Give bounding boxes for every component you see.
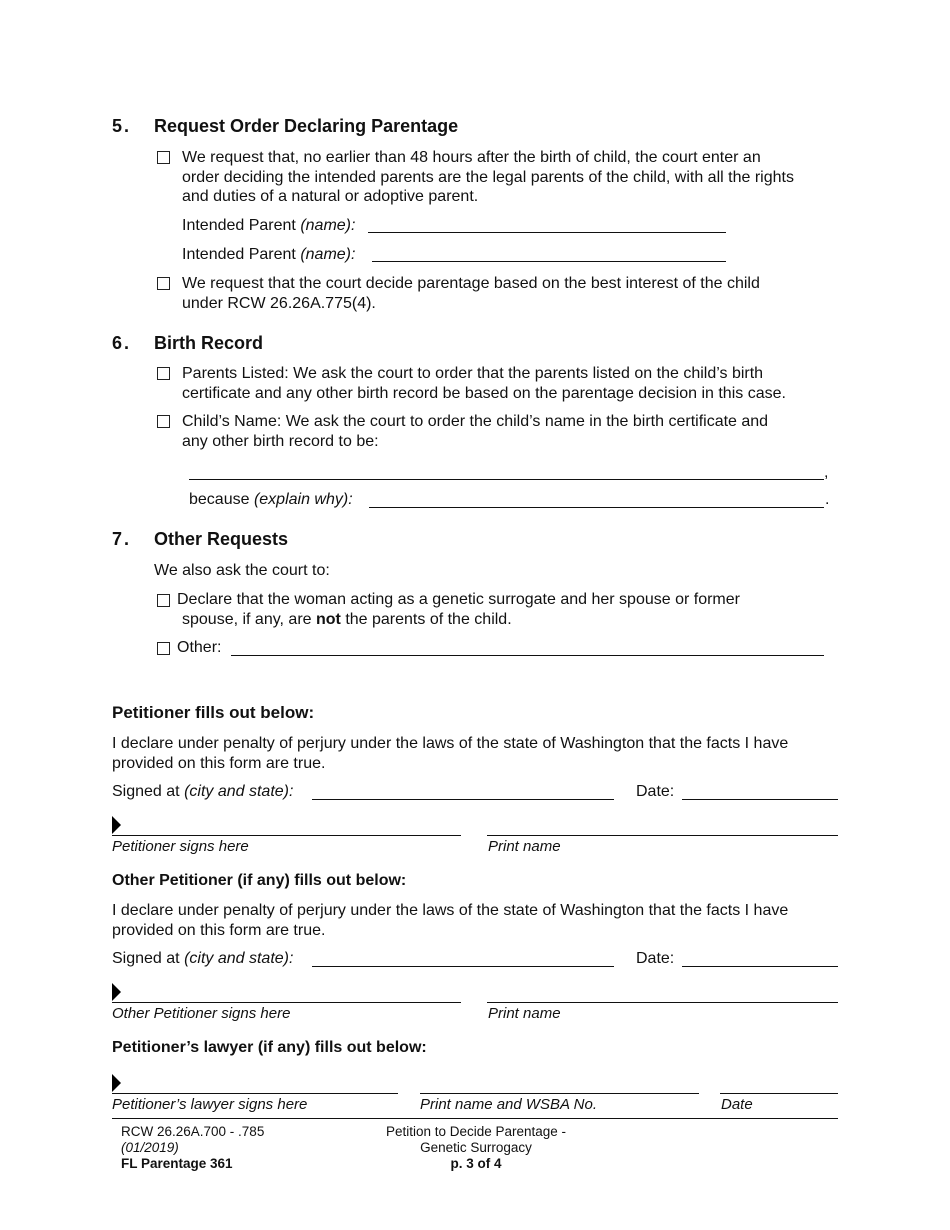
label-italic: (name): [300,217,356,234]
checkbox-request-order[interactable] [157,151,170,164]
declare-surrogate-text [177,590,857,629]
label-italic: (city and state): [184,783,294,800]
other-petitioner-city-state-field[interactable] [312,966,614,967]
text-line: certificate and any other birth record be based on the parentage decision in this case. [182,384,786,402]
other-label: Other: [177,639,222,656]
section-7-title: Other Requests [154,529,289,549]
footer-title-line: Genetic Surrogacy [420,1140,532,1155]
best-interest-text [182,274,862,313]
label-italic: (name): [300,246,356,263]
checkbox-other[interactable] [157,642,170,655]
other-petitioner-declaration [112,901,852,940]
footer-title-line: Petition to Decide Parentage - [385,1124,567,1139]
label-text: Intended Parent [182,246,301,263]
label-text: Signed at [112,783,185,800]
footer-page-number: p. 3 of 4 [450,1156,502,1171]
text-bold: not [316,610,341,628]
footer-divider [112,1118,838,1119]
footer-form-id: FL Parentage 361 [121,1156,233,1171]
intended-parent-1-field[interactable] [368,232,726,233]
petitioner-heading: Petitioner fills out below: [112,703,315,722]
section-6-title: Birth Record [154,333,264,353]
other-petitioner-signature-field[interactable] [112,1002,461,1003]
text-part: the parents of the child. [340,610,512,628]
label-text: Signed at [112,950,185,967]
lawyer-date-field[interactable] [720,1093,838,1094]
sign-arrow-icon [112,983,121,1001]
section-6-number: 6. [112,333,132,353]
comma: , [824,464,829,481]
petitioner-print-name-field[interactable] [487,835,838,836]
lawyer-heading: Petitioner’s lawyer (if any) fills out below: [112,1039,427,1056]
petitioner-city-state-field[interactable] [312,799,614,800]
text-line: provided on this form are true. [112,754,326,772]
text-line: I declare under penalty of perjury under the laws of the state of Washington that the facts I have [112,902,789,919]
text-line: Declare that the woman acting as a genetic surrogate and her spouse or former [177,591,740,608]
text-line [177,610,857,630]
label-text: Intended Parent [182,217,301,234]
section-5-title: Request Order Declaring Parentage [154,116,459,136]
lawyer-sign-caption: Petitioner’s lawyer signs here [112,1096,308,1113]
period: . [825,491,830,508]
section-5-number: 5. [112,116,132,136]
lawyer-signature-field[interactable] [112,1093,398,1094]
other-petitioner-date-field[interactable] [682,966,838,967]
petitioner-print-caption: Print name [488,838,561,855]
text-line: under RCW 26.26A.775(4). [182,294,376,312]
text-line: We request that the court decide parentage based on the best interest of the child [182,275,760,292]
petitioner-signed-at-label [112,782,293,802]
checkbox-best-interest[interactable] [157,277,170,290]
footer-rcw: RCW 26.26A.700 - .785 [121,1124,265,1139]
text-line: Child’s Name: We ask the court to order the child’s name in the birth certificate and [182,413,769,430]
lawyer-print-caption: Print name and WSBA No. [420,1096,598,1113]
because-label [189,490,353,510]
footer-version: (01/2019) [121,1140,179,1155]
intended-parent-2-label [182,245,355,265]
lawyer-print-name-field[interactable] [420,1093,699,1094]
other-petitioner-heading: Other Petitioner (if any) fills out below: [112,872,407,889]
other-petitioner-print-caption: Print name [488,1005,561,1022]
footer-center [356,1124,596,1172]
sign-arrow-icon [112,816,121,834]
text-line: Parents Listed: We ask the court to order that the parents listed on the child’s birth [182,365,764,382]
text-line: We request that, no earlier than 48 hours after the birth of child, the court enter an [182,149,761,166]
checkbox-parents-listed[interactable] [157,367,170,380]
childs-name-text [182,412,862,451]
petitioner-declaration [112,734,852,773]
childs-name-field[interactable] [189,479,824,480]
checkbox-declare-surrogate[interactable] [157,594,170,607]
text-line: and duties of a natural or adoptive parent. [182,188,479,205]
other-requests-intro: We also ask the court to: [154,562,330,579]
checkbox-childs-name[interactable] [157,415,170,428]
because-field[interactable] [369,507,824,508]
footer-left [121,1124,264,1172]
other-petitioner-sign-caption: Other Petitioner signs here [112,1005,291,1022]
text-part: spouse, if any, are [182,610,316,628]
label-italic: (city and state): [184,950,294,967]
sign-arrow-icon [112,1074,121,1092]
text-line: any other birth record to be: [182,432,379,450]
parents-listed-text [182,364,862,403]
text-line: provided on this form are true. [112,921,326,939]
section-7-number: 7. [112,529,132,549]
text-line: order deciding the intended parents are the legal parents of the child, with all the rights [182,168,794,186]
label-text: because [189,491,254,508]
request-order-text [182,148,862,207]
text-line: I declare under penalty of perjury under the laws of the state of Washington that the facts I have [112,735,789,752]
other-petitioner-signed-at-label [112,949,293,969]
petitioner-date-field[interactable] [682,799,838,800]
petitioner-sign-caption: Petitioner signs here [112,838,249,855]
petitioner-signature-field[interactable] [112,835,461,836]
intended-parent-2-field[interactable] [372,261,726,262]
label-italic: (explain why): [253,491,353,508]
other-field[interactable] [231,655,824,656]
other-petitioner-print-name-field[interactable] [487,1002,838,1003]
intended-parent-1-label [182,216,355,236]
other-petitioner-date-label: Date: [636,950,675,967]
petitioner-date-label: Date: [636,783,675,800]
lawyer-date-caption: Date [721,1096,753,1113]
